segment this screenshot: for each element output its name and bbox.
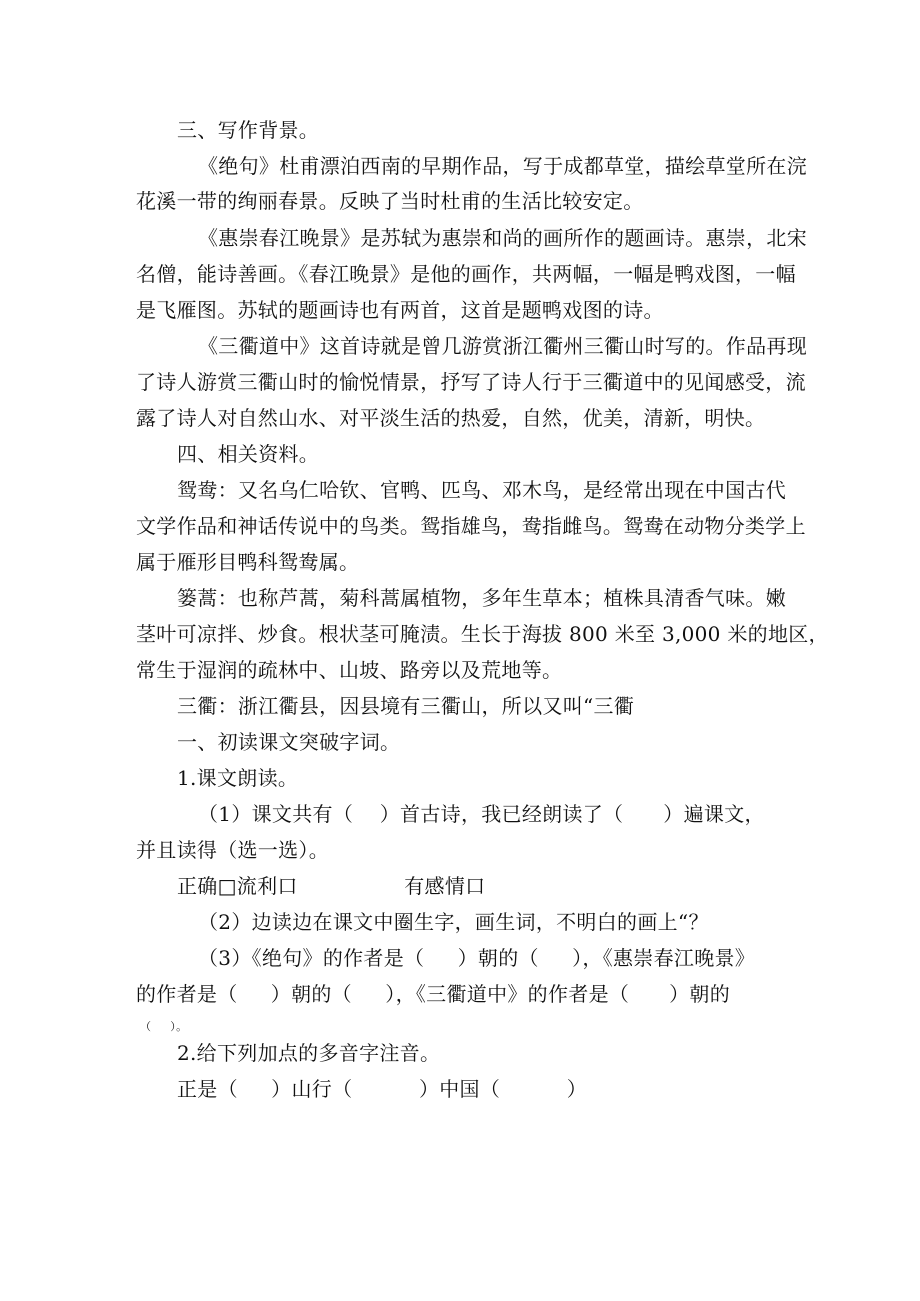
- paragraph-line: 花溪一带的绚丽春景。反映了当时杜甫的生活比较安定。: [136, 189, 644, 213]
- exercise-question: 的作者是（ ）朝的（ ），《三衢道中》的作者是（ ）朝的: [136, 982, 731, 1006]
- paragraph-line: 三衢：浙江衢县，因县境有三衢山，所以又叫“三衢: [177, 694, 635, 718]
- paragraph-line: 露了诗人对自然山水、对平淡生活的热爱，自然，优美，清新，明快。: [136, 406, 766, 430]
- paragraph-line: 鸳鸯：又名乌仁哈钦、官鸭、匹鸟、邓木鸟，是经常出现在中国古代: [177, 478, 786, 502]
- exercise-question: （3）《绝句》的作者是（ ）朝的（ ），《惠崇春江晚景》: [198, 946, 756, 970]
- paragraph-line: 属于雁形目鸭科鸳鸯属。: [136, 550, 360, 574]
- paragraph-line: 《惠崇春江晚景》是苏轼为惠崇和尚的画所作的题画诗。惠崇，北宋: [198, 226, 807, 250]
- exercise-item: 1.课文朗读。: [177, 766, 299, 790]
- paragraph-line: 《绝句》杜甫漂泊西南的早期作品，写于成都草堂，描绘草堂所在浣: [198, 154, 807, 178]
- paragraph-line: 了诗人游赏三衢山时的愉悦情景，抒写了诗人行于三衢道中的见闻感受，流: [136, 370, 806, 394]
- exercise-answer-blank: （ ）。: [140, 1020, 188, 1033]
- section-heading-related-materials: 四、相关资料。: [177, 442, 320, 466]
- paragraph-line: 篓蒿：也称芦蒿，菊科蒿属植物，多年生草本；植株具清香气味。嫩: [177, 586, 786, 610]
- paragraph-line: 名僧，能诗善画。《春江晚景》是他的画作，共两幅，一幅是鸭戏图，一幅: [136, 262, 796, 286]
- paragraph-line: 茎叶可凉拌、炒食。根状茎可腌渍。生长于海拔 800 米至 3,000 米的地区，: [136, 622, 829, 646]
- exercise-question: 正是（ ）山行（ ）中国（ ）: [177, 1077, 588, 1101]
- section-heading-writing-background: 三、写作背景。: [177, 118, 320, 142]
- paragraph-line: 文学作品和神话传说中的鸟类。鸳指雄鸟，鸯指雌鸟。鸳鸯在动物分类学上: [136, 514, 806, 538]
- exercise-item: 2.给下列加点的多音字注音。: [177, 1041, 441, 1065]
- paragraph-line: 常生于湿润的疏林中、山坡、路旁以及荒地等。: [136, 658, 563, 682]
- exercise-options: 正确□流利口 有感情口: [177, 874, 486, 898]
- paragraph-line: 《三衢道中》这首诗就是曾几游赏浙江衢州三衢山时写的。作品再现: [198, 334, 807, 358]
- exercise-question: （1）课文共有（ ）首古诗，我已经朗读了（ ）遍课文，: [198, 802, 765, 826]
- exercise-heading: 一、初读课文突破字词。: [177, 730, 401, 754]
- exercise-question: （2）边读边在课文中圈生字，画生词，不明白的画上“？: [198, 910, 709, 934]
- exercise-question: 并且读得（选一选）。: [136, 838, 329, 862]
- paragraph-line: 是飞雁图。苏轼的题画诗也有两首，这首是题鸭戏图的诗。: [136, 298, 664, 322]
